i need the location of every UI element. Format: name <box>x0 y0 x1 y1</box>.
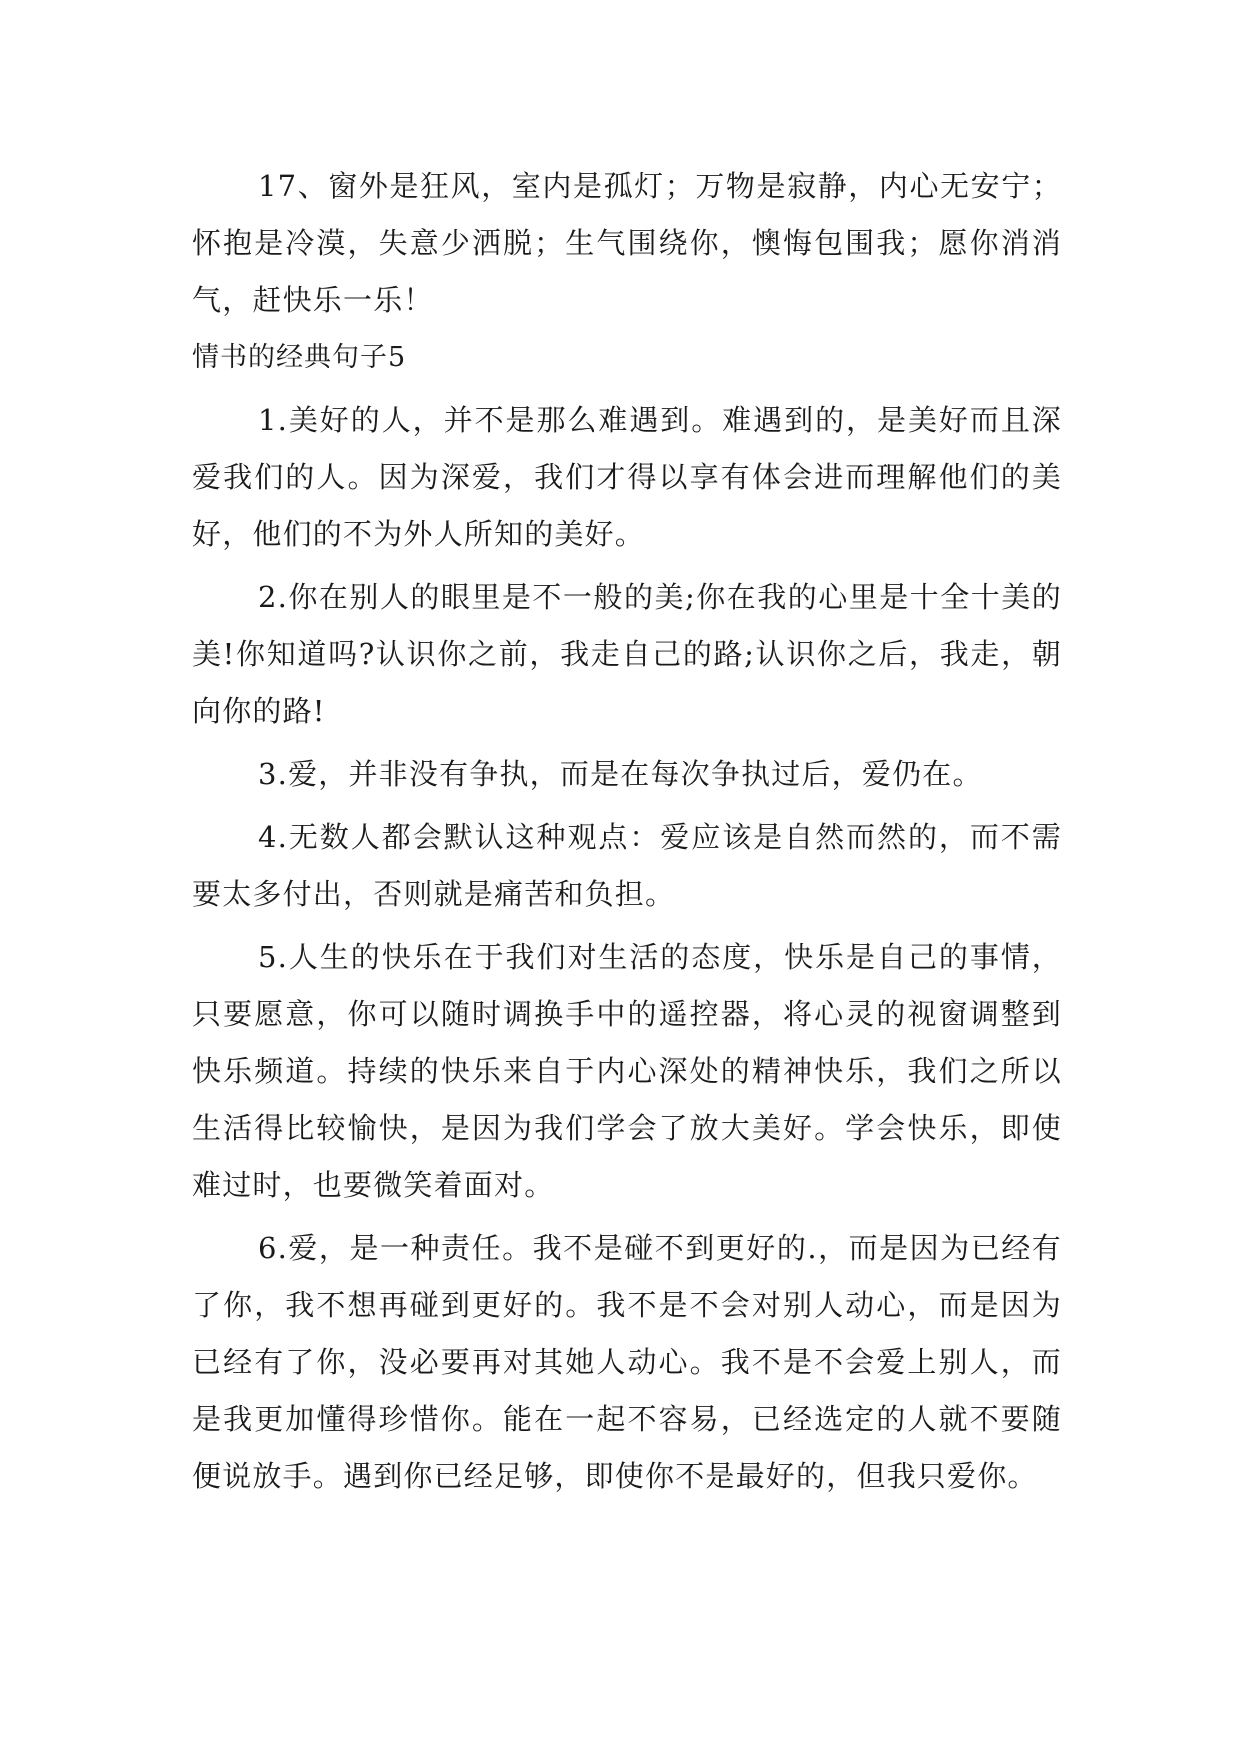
list-item: 4.无数人都会默认这种观点：爱应该是自然而然的，而不需要太多付出，否则就是痛苦和负担。 <box>192 820 1062 911</box>
document-page <box>192 158 1062 1505</box>
list-item: 5.人生的快乐在于我们对生活的态度，快乐是自己的事情，只要愿意，你可以随时调换手中的遥控器，将心灵的视窗调整到快乐频道。持续的快乐来自于内心深处的精神快乐，我们之所以生活得比较愉快，是因为我们学会了放大美好。学会快乐，即使难过时，也要微笑着面对。 <box>192 940 1062 1202</box>
section-heading: 情书的经典句子5 <box>192 342 407 373</box>
list-item: 2.你在别人的眼里是不一般的美;你在我的心里是十全十美的美!你知道吗?认识你之前，我走自己的路;认识你之后，我走，朝向你的路! <box>192 580 1062 728</box>
intro-paragraph: 17、窗外是狂风，室内是孤灯；万物是寂静，内心无安宁；怀抱是冷漠，失意少洒脱；生气围绕你，懊悔包围我；愿你消消气，赶快乐一乐！ <box>192 169 1062 317</box>
list-item: 3.爱，并非没有争执，而是在每次争执过后，爱仍在。 <box>258 757 983 791</box>
list-item: 1.美好的人，并不是那么难遇到。难遇到的，是美好而且深爱我们的人。因为深爱，我们才得以享有体会进而理解他们的美好，他们的不为外人所知的美好。 <box>192 403 1062 551</box>
list-item: 6.爱，是一种责任。我不是碰不到更好的.，而是因为已经有了你，我不想再碰到更好的。我不是不会对别人动心，而是因为已经有了你，没必要再对其她人动心。我不是不会爱上别人，而是我更加懂得珍惜你。能在一起不容易，已经选定的人就不要随便说放手。遇到你已经足够，即使你不是最好的，但我只爱你。 <box>192 1231 1062 1493</box>
